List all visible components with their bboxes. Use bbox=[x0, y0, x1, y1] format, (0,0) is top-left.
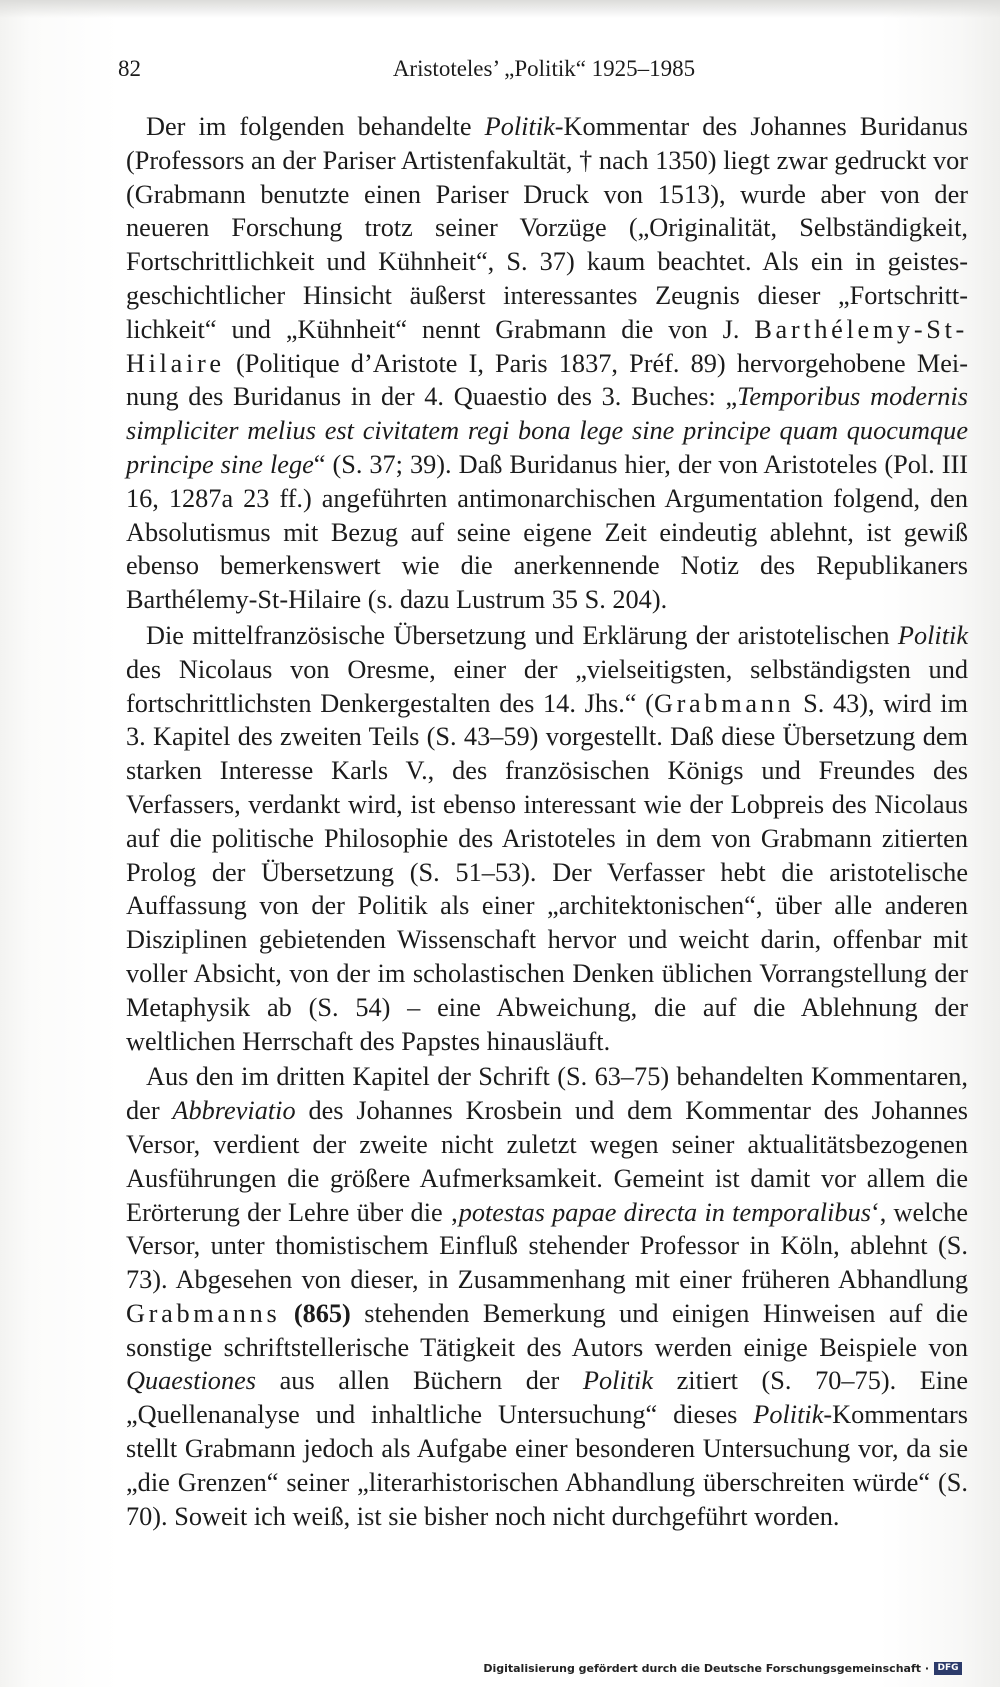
text-run: des Nicolaus von Oresme, einer der „vielseitigsten, selbständigsten und fortschrittlichsten Denkergestalten des 14. Jhs.“ ( bbox=[126, 654, 968, 718]
spaced-name: Grabmann bbox=[653, 688, 795, 718]
paragraph-oresme bbox=[126, 619, 968, 1058]
text-run: -Kommentars stellt Grabmann jedoch als Aufgabe einer besonderen Untersuchung vor, da sie „die Grenzen“ seiner „literarhistorischen Abhandlung überschreiten würde“ (S. 70). Soweit ich weiß, ist sie bisher noch nicht durchgeführt worden. bbox=[126, 1400, 968, 1531]
scan-shadow bbox=[0, 0, 1000, 18]
text-run: des Johannes Krosbein und dem Kommentar des Johannes Versor, verdient der zweite nicht zuletzt wegen seiner aktualitätsbezogenen Ausführungen die größere Aufmerksamkeit. Gemeint ist damit vor allem die Erörterung der Lehre über die ‚ bbox=[126, 1096, 968, 1227]
running-title: Aristoteles’ „Politik“ 1925–1985 bbox=[392, 56, 696, 81]
text-run: Der im folgenden behandelte bbox=[146, 112, 485, 141]
credit-text: Digitalisierung gefördert durch die Deutsche Forschungsgemeinschaft · bbox=[483, 1662, 929, 1675]
body-text bbox=[126, 110, 968, 1533]
italic-run: Quaestiones bbox=[126, 1366, 257, 1396]
paragraph-buridanus bbox=[126, 110, 968, 617]
text-run: Die mittelfranzösische Übersetzung und Erklärung der aristotelischen bbox=[146, 620, 898, 650]
italic-run: Politik bbox=[753, 1400, 824, 1430]
dfg-logo: DFG bbox=[934, 1662, 962, 1675]
text-run: -Kommentar des Johannes Buridanus (Professors an der Pariser Artistenfakultät, † nach 1350) liegt zwar gedruckt vor (Grabmann benutzte einen Pariser Druck von 1513), wurde aber von der neueren Forschung trotz seiner Vorzüge („Originalität, Selbständigkeit, Fortschrittlichkeit und Kühnheit“, S. 37) kaum beachtet. Als ein in geistesgeschichtlicher Hinsicht äußerst interessantes Zeugnis dieser „Fortschrittlichkeit“ und „Kühnheit“ nennt Grabmann die von J. bbox=[126, 112, 968, 344]
text-run: S. 43), wird im 3. Kapitel des zweiten Teils (S. 43–59) vorgestellt. Daß diese Übersetzung dem starken Interesse Karls V., des französischen Königs und Freundes des Verfassers, verdankt wird, ist ebenso interessant wie der Lobpreis des Nicolaus auf die politische Philosophie des Aristoteles in dem von Grabmann zitierten Prolog der Übersetzung (S. 51–53). Der Verfasser hebt die aristotelische Auffassung von der Politik als einer „architektonischen“, über alle anderen Disziplinen gebietenden Wissenschaft hervor und weicht darin, offenbar mit voller Absicht, von der im scholastischen Denken üblichen Vorrangstellung der Metaphysik ab (S. 54) – eine Abweichung, die auf die Ablehnung der weltlichen Herrschaft des Papstes hinausläuft. bbox=[126, 688, 968, 1056]
text-run: zitiert (S. 70–75). Eine „Quellenanalyse und inhaltliche Untersuchung“ dieses bbox=[126, 1366, 968, 1430]
text-run: ‘, welche Versor, unter thomistischem Einfluß stehender Professor in Köln, ablehnt (S. 73). Abgesehen von dieser, in Zusammenhang mit einer früheren Abhandlung bbox=[126, 1197, 969, 1295]
spaced-name: Grabmanns bbox=[126, 1298, 281, 1328]
text-run: stehenden Bemerkung und einigen Hinweisen auf die sonstige schriftstellerische Tätigkeit des Autors werden einige Beispiele von bbox=[126, 1298, 968, 1362]
spaced-name: Barthélemy-St-Hilaire bbox=[126, 314, 968, 378]
page-number: 82 bbox=[118, 56, 141, 81]
latin-quote: potestas papae directa in temporalibus bbox=[458, 1197, 871, 1227]
italic-run: Politik bbox=[484, 112, 555, 141]
text-run: aus allen Büchern der bbox=[256, 1366, 583, 1396]
text-run bbox=[280, 1299, 293, 1328]
digitization-credit bbox=[483, 1662, 962, 1675]
paragraph-versor bbox=[126, 1060, 968, 1533]
text-run: (Politique d’Aristote I, Paris 1837, Préf. 89) hervorgehobene Meinung des Buridanus in der 4. Quaestio des 3. Buches: „ bbox=[126, 348, 968, 412]
text-run: “ (S. 37; 39). Daß Buridanus hier, der von Aristoteles (Pol. III 16, 1287a 23 ff.) angeführten antimonarchischen Argumentation folgend, den Absolutismus mit Bezug auf seine eigene Zeit eindeutig ablehnt, ist gewiß ebenso bemerkenswert wie die anerkennende Notiz des Republikaners Barthélemy-St-Hilaire (s. dazu Lustrum 35 S. 204). bbox=[126, 449, 968, 615]
latin-quote: Temporibus modernis simpliciter melius est civitatem regi bona lege sine principe quam quocumque principe sine lege bbox=[126, 382, 968, 479]
italic-run: Politik bbox=[582, 1366, 653, 1396]
bold-reference: (865) bbox=[293, 1298, 351, 1328]
italic-run: Abbreviatio bbox=[172, 1096, 296, 1126]
italic-run: Politik bbox=[897, 620, 968, 650]
running-head bbox=[118, 56, 970, 90]
text-run: Aus den im dritten Kapitel der Schrift (S. 63–75) behandelten Kommentaren, der bbox=[126, 1062, 968, 1126]
